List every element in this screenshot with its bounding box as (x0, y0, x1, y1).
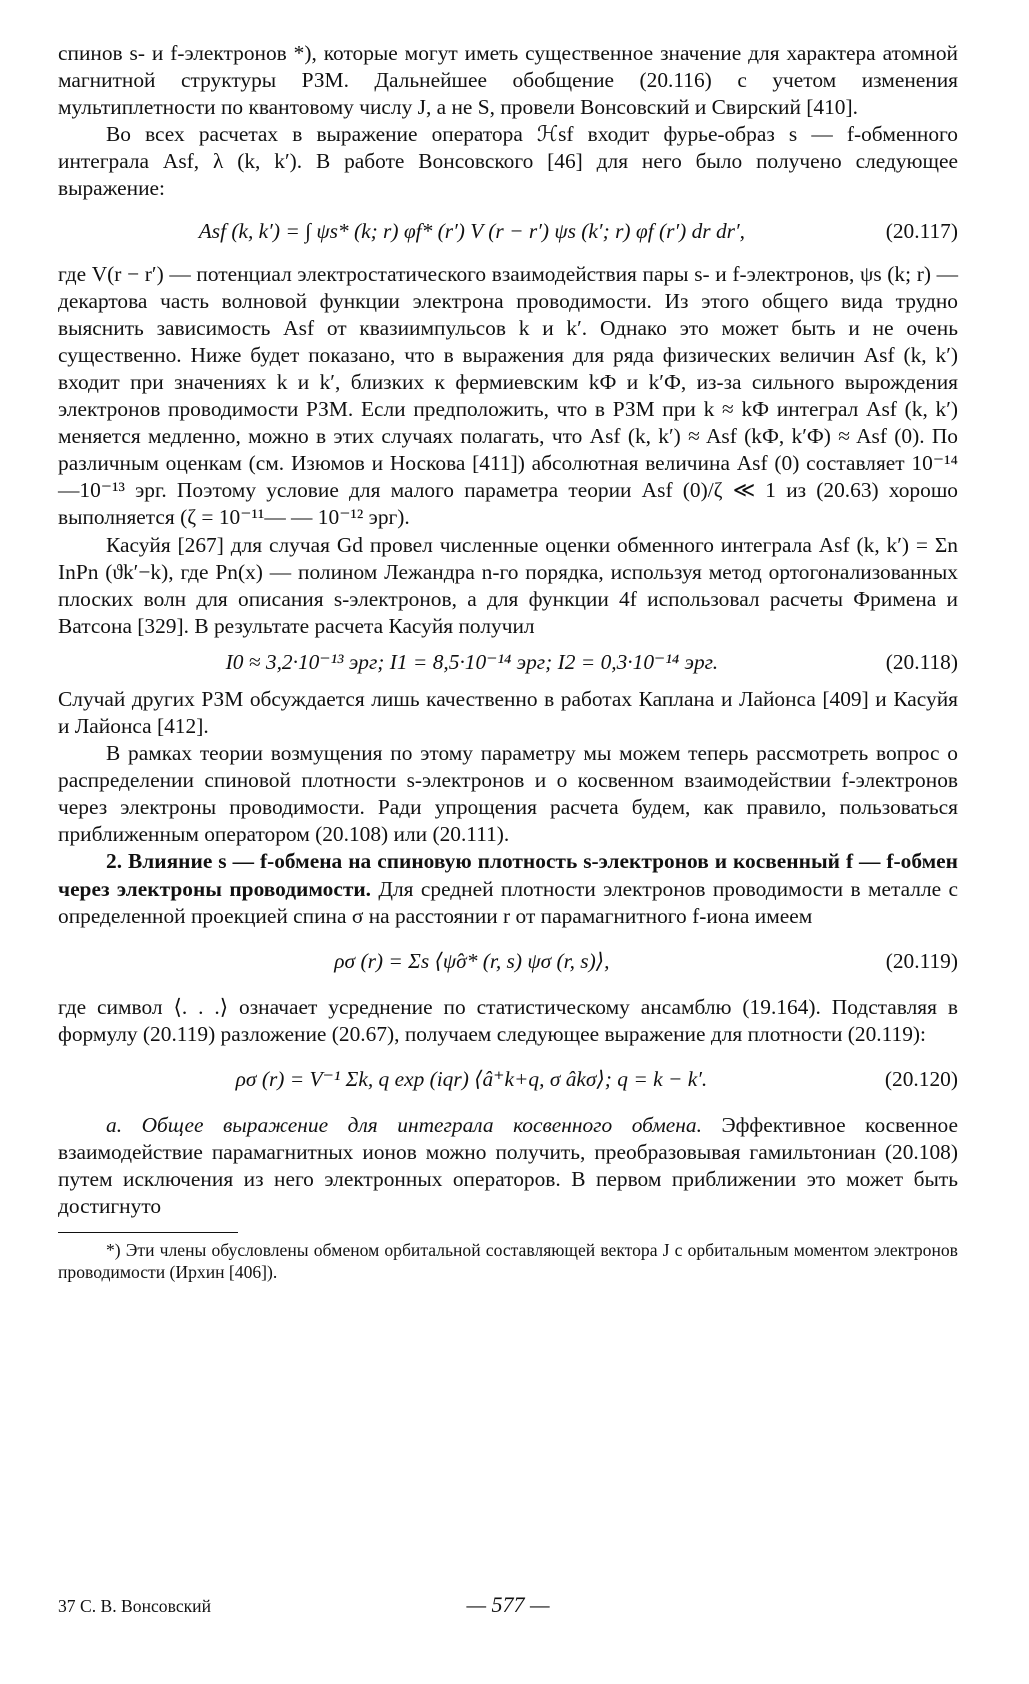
footnote-divider (58, 1232, 238, 1233)
paragraph-5: Случай других РЗМ обсуждается лишь качественно в работах Каплана и Лайонса [409] и Касуйя и Лайонса [412]. (58, 686, 958, 738)
equation-20-118 (58, 640, 958, 686)
footnote: *) Эти члены обусловлены обменом орбитальной составляющей вектора J с орбитальным моментом электронов проводимости (Ирхин [406]). (58, 1240, 958, 1283)
equation-20-120-formula: ρσ (r) = V⁻¹ Σk, q exp (iqr) ⟨â⁺k+q, σ âkσ⟩; q = k − k′. (235, 1067, 708, 1092)
equation-20-118-number: (20.118) (885, 650, 958, 675)
equation-20-120-number: (20.120) (884, 1067, 958, 1092)
equation-20-119-number: (20.119) (885, 949, 958, 974)
subsection-title: а. Общее выражение для интеграла косвенного обмена. (106, 1112, 702, 1137)
paragraph-9-text: Эффективное косвенное взаимодействие парамагнитных ионов можно получить, преобразовывая гамильтониан (20.108) путем исключения из него электронных операторов. В первом приближении это может быть достигнуто (58, 1112, 958, 1219)
equation-20-119 (58, 930, 958, 994)
page-body (58, 40, 958, 1283)
page-number: — 577 — (466, 1592, 550, 1617)
equation-20-119-formula: ρσ (r) = Σs ⟨ψ̂σ* (r, s) ψσ (r, s)⟩, (334, 949, 610, 974)
section-heading: 2. Влияние s — f-обмена на спиновую плотность s-электронов и косвенный f — f-обмен через электроны проводимости. (58, 849, 958, 901)
page-footer (58, 1592, 958, 1620)
paragraph-1: спинов s- и f-электронов *), которые могут иметь существенное значение для характера атомной магнитной структуры РЗМ. Дальнейшее обобщение (20.116) с учетом изменения мультиплетности по квантовому числу J, а не S, провели Вонсовский и Свирский [410]. (58, 41, 958, 120)
equation-20-117-formula: Asf (k, k′) = ∫ ψs* (k; r) φf* (r′) V (r − r′) ψs (k′; r) φf (r′) dr dr′, (198, 219, 746, 244)
paragraph-6: В рамках теории возмущения по этому параметру мы можем теперь рассмотреть вопрос о распределении спиновой плотности s-электронов и о косвенном взаимодействии f-электронов через электроны проводимости. Ради упрощения расчета будем, как правило, пользоваться приближенным оператором (20.108) или (20.111). (58, 741, 958, 847)
equation-20-117 (58, 203, 958, 261)
equation-20-117-number: (20.117) (885, 219, 958, 244)
paragraph-3: где V(r − r′) — потенциал электростатического взаимодействия пары s- и f-электронов, ψs (k; r) — декартова часть волновой функции электрона проводимости. Из этого общего вида трудно выяснить зависимость Asf от квазиимпульсов k и k′. Однако это может быть и не очень существенно. Ниже будет показано, что в выражения для ряда физических величин Asf (k, k′) входит при значениях k и k′, близких к фермиевским kФ и k′Ф, из-за сильного вырождения электронов проводимости РЗМ. Если предположить, что в РЗМ при k ≈ kФ интеграл Asf (k, k′) меняется медленно, можно в этих случаях полагать, что Asf (k, k′) ≈ Asf (kФ, k′Ф) ≈ Asf (0). По различным оценкам (см. Изюмов и Носкова [411]) абсолютная величина Asf (0) составляет 10⁻¹⁴—10⁻¹³ эрг. Поэтому условие для малого параметра теории Asf (0)/ζ ≪ 1 из (20.63) хорошо выполняется (ζ = 10⁻¹¹— — 10⁻¹² эрг). (58, 261, 958, 530)
equation-20-118-formula: I0 ≈ 3,2·10⁻¹³ эрг; I1 = 8,5·10⁻¹⁴ эрг; I2 = 0,3·10⁻¹⁴ эрг. (225, 650, 719, 675)
paragraph-9 (58, 1112, 958, 1220)
paragraph-7 (58, 848, 958, 929)
signature-mark: 37 С. В. Вонсовский (58, 1596, 212, 1616)
paragraph-2: Во всех расчетах в выражение оператора ℋsf входит фурье-образ s — f-обменного интеграла Asf, λ (k, k′). В работе Вонсовского [46] для него было получено следующее выражение: (58, 122, 958, 201)
equation-20-120 (58, 1048, 958, 1112)
paragraph-7-text: Для средней плотности электронов проводимости в металле с определенной проекцией спина σ на расстоянии r от парамагнитного f-иона имеем (58, 876, 958, 928)
paragraph-8: где символ ⟨. . .⟩ означает усреднение по статистическому ансамблю (19.164). Подставляя в формулу (20.119) разложение (20.67), получаем следующее выражение для плотности (20.119): (58, 994, 958, 1046)
paragraph-4: Касуйя [267] для случая Gd провел численные оценки обменного интеграла Asf (k, k′) = Σn InPn (ϑk′−k), где Pn(x) — полином Лежандра n-го порядка, используя метод ортогонализованных плоских волн для описания s-электронов, а для функции 4f использовал расчеты Фримена и Ватсона [329]. В результате расчета Касуйя получил (58, 532, 958, 638)
